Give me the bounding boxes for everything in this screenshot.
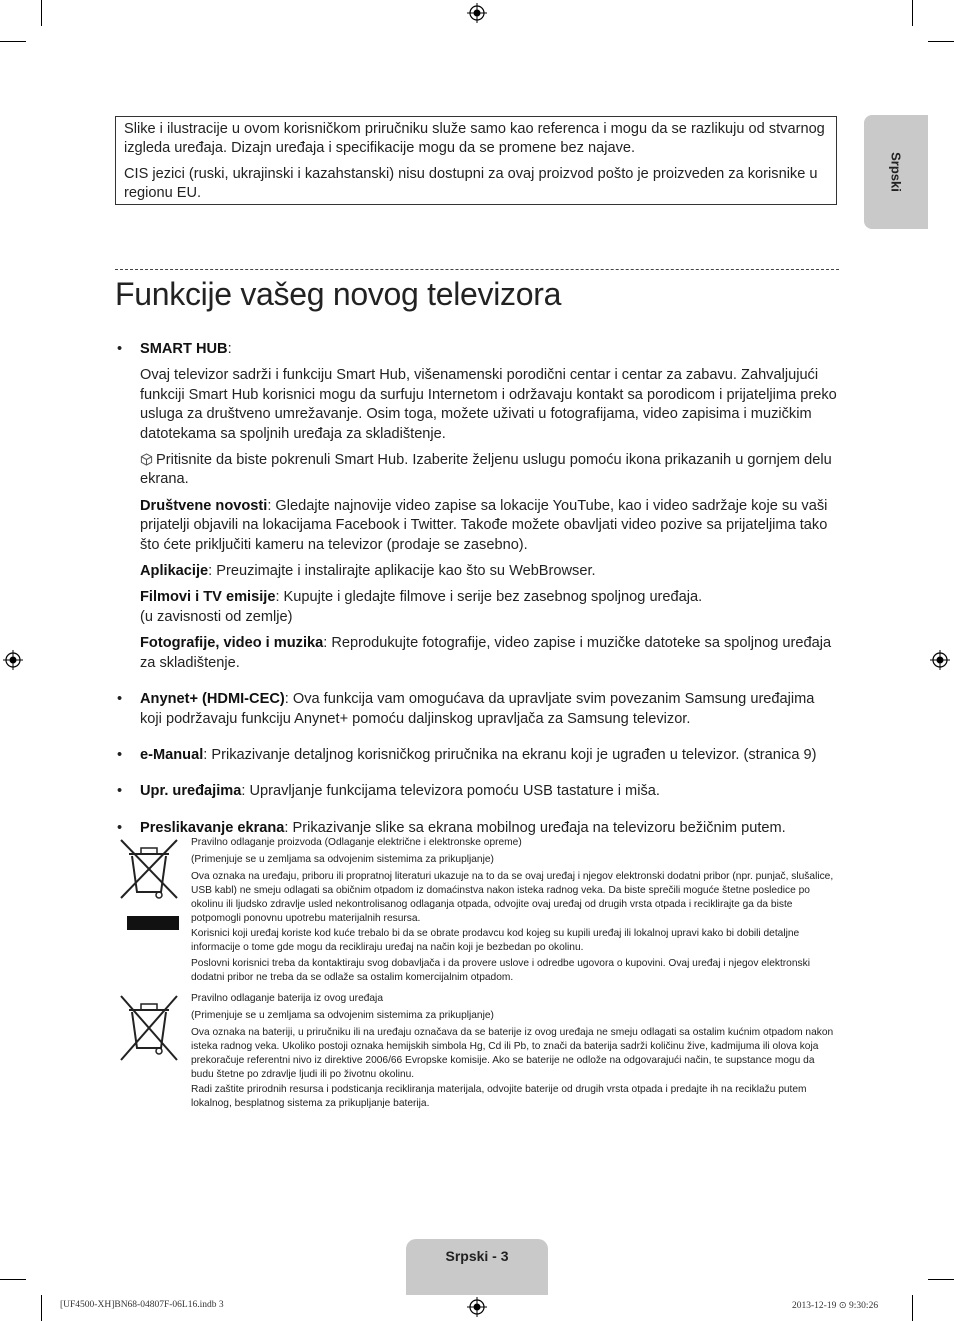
disposal-subheading: (Primenjuje se u zemljama sa odvojenim sistemima za prikupljanje): [191, 1009, 494, 1021]
crop-mark: [0, 41, 26, 42]
disposal-product-section: [115, 836, 837, 987]
list-item: • Upr. uređajima: Upravljanje funkcijama televizora pomoću USB tastature i miša.: [115, 782, 837, 801]
notice-paragraph: Slike i ilustracije u ovom korisničkom priručniku služe samo kao referenca i mogu da se razlikuju od stvarnog izgleda uređaja. Dizajn uređaja i specifikacije mogu da se promene bez najave.: [124, 121, 825, 157]
language-side-tab-label: Srpski: [888, 152, 904, 192]
page-title: Funkcije vašeg novog televizora: [115, 276, 562, 312]
crossed-bin-icon: [119, 994, 179, 1064]
crop-mark: [912, 0, 913, 26]
list-item: • Anynet+ (HDMI-CEC): Ova funkcija vam omogućava da upravljate svim povezanim Samsung uređajima koji podržavaju funkciju Anynet+ pomoću daljinskog upravljača za Samsung televizor.: [115, 690, 837, 729]
crop-mark: [0, 1279, 26, 1280]
feature-list: [115, 340, 837, 845]
list-item: • Preslikavanje ekrana: Prikazivanje slike sa ekrana mobilnog uređaja na televizoru bežičnim putem.: [115, 819, 837, 838]
crop-mark: [912, 1295, 913, 1321]
page-number: Srpski - 3: [445, 1248, 509, 1264]
feature-paragraph: Društvene novosti: Gledajte najnovije video zapise sa lokacije YouTube, kao i video sadržaje koje su vaši prijatelji objavili na lokacijama Facebook i Twitter. Takođe možete obavljati video pozive sa prijateljima tako što ćete priključiti kameru na televizor (prodaje se zasebno).: [140, 497, 828, 553]
disposal-battery-section: [115, 992, 837, 1113]
section-divider: [115, 269, 839, 270]
registration-mark-icon: [467, 3, 487, 23]
crop-mark: [928, 41, 954, 42]
disposal-paragraph: Ova oznaka na uređaju, priboru ili propratnoj literaturi ukazuje na to da se ovaj uređaj i njegov elektronski dodatni pribor (npr. punjač, slušalice, USB kabl) ne smeju odlagati sa običnim otpadom iz domaćinstva nakon isteka radnog veka. Da biste sprečili moguće štetne posledice po okolinu ili ljudsko zdravlje usled nekontrolisanog odlaganja otpada, odvojite ovaj uređaj od drugih vrsta otpada i reciklirajte ga da biste potpomogli ponovnu upotrebu materijalnih resursa.: [191, 870, 834, 924]
feature-paragraph: Aplikacije: Preuzimajte i instalirajte aplikacije kao što su WebBrowser.: [140, 563, 596, 580]
registration-mark-icon: [930, 650, 950, 670]
language-side-tab: [864, 115, 928, 229]
notice-paragraph: CIS jezici (ruski, ukrajinski i kazahstanski) nisu dostupni za ovaj proizvod pošto je proizveden za korisnike u regionu EU.: [124, 165, 818, 202]
disposal-paragraph: Korisnici koji uređaj koriste kod kuće trebalo bi da se obrate prodavcu kod kojeg su kupili uređaj ili lokalnoj upravi kako bi dobili detaljne informacije o tome gde mogu da recikliraju uređaj na način koji je bezbedan po okolinu.: [191, 928, 800, 954]
registration-mark-icon: [3, 650, 23, 670]
disposal-paragraph: Radi zaštite prirodnih resursa i podsticanja recikliranja materijala, odvojite baterije od drugih vrsta otpada i predajte ih na reciklažu putem lokalnog, besplatnog sistema za prikupljanje baterija.: [191, 1084, 807, 1110]
crop-mark: [41, 1295, 42, 1321]
smart-hub-icon: [140, 453, 153, 466]
list-item: • SMART HUB: Ovaj televizor sadrži i funkciju Smart Hub, višenamenski porodični centar i centar za zabavu. Zahvaljujući funkciji Smart Hub korisnici mogu da surfuju Internetom i održavaju kontakt sa porodicom i prijateljima preko usluga za društveno umrežavanje. Osim toga, možete uživati u fotografijama, video zapisima i muzičkim datotekama sa spoljnih uređaja za skladištenje. Pritisnite da biste pokrenuli Smart Hub. Izaberite željenu uslugu pomoću ikona prikazanih u gornjem delu ekrana. Društvene novosti: Gledajte najnovije video zapise sa lokacije YouTube, kao i video sadržaje koje su vaši prijatelji objavili na lokacijama Facebook i Twitter. Takođe možete obavljati video pozive sa prijateljima tako što ćete priključiti kameru na televizor (prodaje se zasebno). Aplikacije: Preuzimajte i instalirajte aplikacije kao što su WebBrowser. Filmovi i TV emisije: Kupujte i gledajte filmove i serije bez zasebnog spoljnog uređaja. (u zavisnosti od zemlje) Fotografije, video i muzika: Reprodukujte fotografije, video zapise i muzičke datoteke sa spoljnog uređaja za skladištenje.: [115, 340, 837, 673]
feature-paragraph: Pritisnite da biste pokrenuli Smart Hub. Izaberite željenu uslugu pomoću ikona prikazanih u gornjem delu ekrana.: [140, 452, 832, 488]
feature-paragraph: Ovaj televizor sadrži i funkciju Smart Hub, višenamenski porodični centar i centar za zabavu. Zahvaljujući funkciji Smart Hub korisnici mogu da surfuju Internetom i održavaju kontakt sa porodicom i prijateljima preko usluga za društveno umrežavanje. Osim toga, možete uživati u fotografijama, video zapisima i muzičkim datotekama sa spoljnih uređaja za skladištenje.: [140, 367, 837, 442]
disposal-subheading: (Primenjuje se u zemljama sa odvojenim sistemima za prikupljanje): [191, 853, 494, 865]
disposal-paragraph: Poslovni korisnici treba da kontaktiraju svog dobavljača i da provere uslove i odredbe ugovora o kupovini. Ovaj uređaj i njegov elektronski dodatni pribor ne treba da se odlaže sa ostalim komercijalnim otpadom.: [191, 958, 810, 984]
crop-mark: [928, 1279, 954, 1280]
list-item: • e-Manual: Prikazivanje detaljnog korisničkog priručnika na ekranu koji je ugrađen u televizor. (stranica 9): [115, 746, 837, 765]
feature-paragraph: Fotografije, video i muzika: Reprodukujte fotografije, video zapise i muzičke datoteke sa spoljnog uređaja za skladištenje.: [140, 635, 832, 671]
file-info: [UF4500-XH]BN68-04807F-06L16.indb 3: [60, 1300, 224, 1310]
notice-box: [115, 116, 837, 205]
disposal-heading: Pravilno odlaganje baterija iz ovog uređaja: [191, 993, 383, 1004]
disposal-heading: Pravilno odlaganje proizvoda (Odlaganje električne i elektronske opreme): [191, 837, 522, 848]
print-date: 2013-12-19 ⊙ 9:30:26: [792, 1301, 879, 1311]
feature-label: SMART HUB: [140, 341, 228, 357]
crossed-bin-icon: [119, 838, 179, 934]
page-number-tab: [406, 1239, 548, 1295]
feature-paragraph: Filmovi i TV emisije: Kupujte i gledajte filmove i serije bez zasebnog spoljnog uređaja. (u zavisnosti od zemlje): [140, 589, 703, 625]
crop-mark: [41, 0, 42, 26]
disposal-paragraph: Ova oznaka na bateriji, u priručniku ili na uređaju označava da se baterije iz ovog uređaja ne smeju odlagati sa ostalim kućnim otpadom nakon isteka radnog veka. Ukoliko postoji oznaka hemijskih simbola Hg, Cd ili Pb, to znači da baterija sadrži količinu žive, kadmijuma ili olova koja prekoračuje referentni nivo iz direktive 2006/66 Evropske komisije. Ako se baterije ne odlože na odgovarajući način, te supstance mogu da budu štetne po zdravlje ljudi ili po životnu okolinu.: [191, 1026, 834, 1080]
registration-mark-icon: [467, 1297, 487, 1317]
